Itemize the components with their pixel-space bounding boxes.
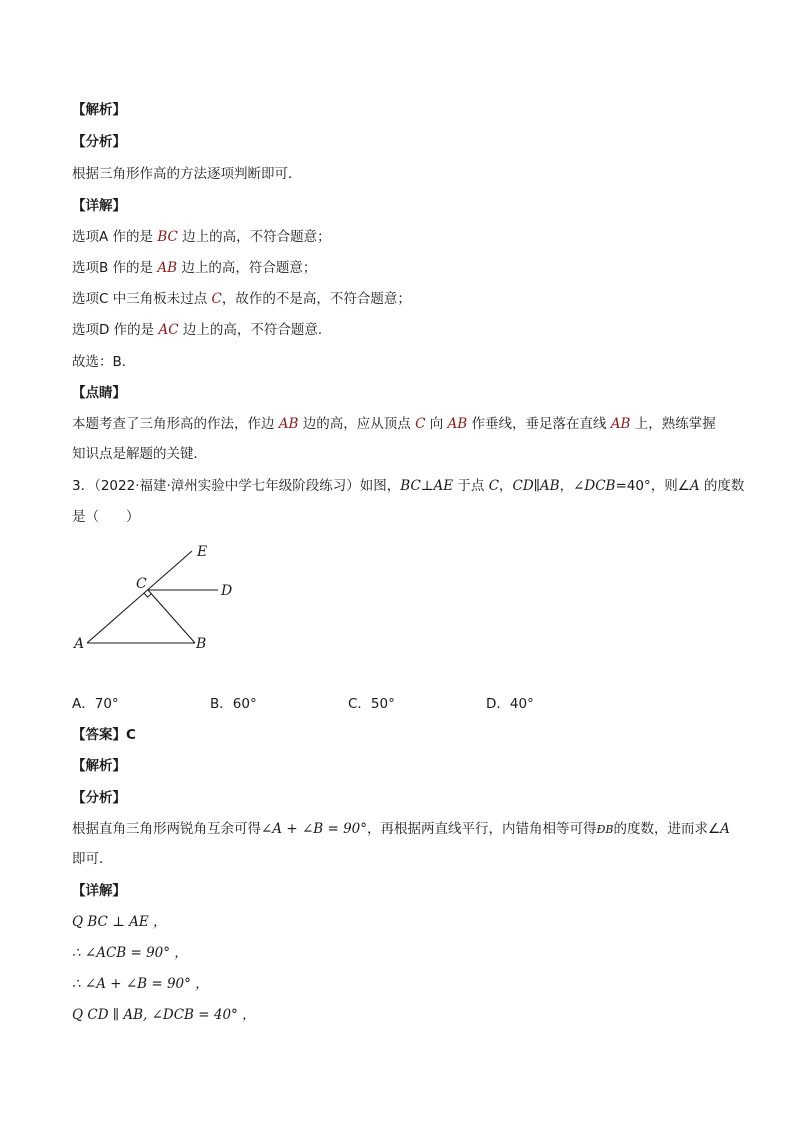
label-b: B xyxy=(196,636,207,652)
math-run: ÐB xyxy=(596,823,614,836)
math-run: AB xyxy=(610,416,631,432)
q2-option-b-explain xyxy=(72,259,316,277)
text-run: 作垂线，垂足落在直线 xyxy=(467,416,611,432)
q2-choice: 故选：B． xyxy=(72,354,136,370)
q3-stem-line1 xyxy=(72,477,744,495)
math-run: AB xyxy=(447,416,468,432)
q3-analysis-line1 xyxy=(72,820,730,839)
math-run: BC⊥AE xyxy=(400,478,454,494)
text-run: 3．（2022·福建·漳州实验中学七年级阶段练习）如图， xyxy=(72,478,401,494)
label-e: E xyxy=(197,544,208,560)
step-line: ∴ ∠ACB = 90° ， xyxy=(72,945,188,961)
math-run: C xyxy=(211,291,222,307)
option-a: A．70° xyxy=(72,696,119,712)
section-heading-xiangjie-2: 【详解】 xyxy=(72,883,126,899)
text-run: ， xyxy=(499,478,513,494)
text-run: =40°，则∠ xyxy=(615,478,690,494)
q2-analysis-text: 根据三角形作高的方法逐项判断即可． xyxy=(72,166,302,182)
step-line: Q CD ∥ AB, ∠DCB = 40° ， xyxy=(72,1007,256,1023)
step-line: Q BC ⊥ AE ， xyxy=(72,914,167,930)
right-angle-mark xyxy=(144,593,151,597)
math-run: ∠A + ∠B = 90° xyxy=(261,821,368,837)
text-run: 选项D 作的是 xyxy=(72,322,159,338)
math-run: A xyxy=(689,478,700,494)
text-run: 选项A 作的是 xyxy=(72,229,158,245)
section-heading-fenxi-2: 【分析】 xyxy=(72,790,126,806)
math-run: C xyxy=(415,416,426,432)
label-d: D xyxy=(221,583,233,599)
text-run: 的度数，进而求∠ xyxy=(613,821,721,837)
text-run: 于点 xyxy=(453,478,489,494)
text-run: 上，熟练掌握 xyxy=(630,416,716,432)
text-run: 边上的高，不符合题意； xyxy=(177,229,331,245)
math-run: C xyxy=(488,478,500,494)
q2-note-line1 xyxy=(72,415,716,433)
option-b: B．60° xyxy=(210,696,257,712)
text-run: 根据直角三角形两锐角互余可得 xyxy=(72,821,261,837)
text-run: 边的高，应从顶点 xyxy=(298,416,416,432)
section-heading-jiexi: 【解析】 xyxy=(72,102,126,118)
math-run: CD∥AB xyxy=(512,478,560,494)
line-cb xyxy=(148,590,195,643)
q3-geometry-figure xyxy=(60,535,260,660)
section-heading-dianjing: 【点睛】 xyxy=(72,385,126,401)
text-run: 选项C 中三角板未过点 xyxy=(72,291,212,307)
line-ae xyxy=(87,551,192,643)
section-heading-jiexi-2: 【解析】 xyxy=(72,758,126,774)
q2-option-a-explain xyxy=(72,228,331,246)
label-c: C xyxy=(136,576,147,592)
q2-option-d-explain xyxy=(72,321,331,339)
math-run: AB xyxy=(278,416,299,432)
option-c: C．50° xyxy=(348,696,395,712)
section-heading-fenxi: 【分析】 xyxy=(72,134,126,150)
step-line: ∴ ∠A + ∠B = 90° ， xyxy=(72,976,209,992)
option-d: D．40° xyxy=(486,696,534,712)
text-run: 边上的高，符合题意； xyxy=(177,260,317,276)
q2-option-c-explain xyxy=(72,290,411,308)
q3-analysis-line2: 即可． xyxy=(72,851,113,867)
section-heading-xiangjie: 【详解】 xyxy=(72,198,126,214)
math-run: A xyxy=(720,821,730,837)
answer-line: 【答案】C xyxy=(72,727,136,743)
math-run: ∠DCB xyxy=(573,478,616,494)
text-run: ，再根据两直线平行，内错角相等可得 xyxy=(367,821,597,837)
text-run: 本题考查了三角形高的作法，作边 xyxy=(72,416,279,432)
text-run: 向 xyxy=(425,416,448,432)
text-run: 的度数 xyxy=(699,478,745,494)
math-run: BC xyxy=(157,229,178,245)
math-run: AB xyxy=(157,260,178,276)
text-run: ，故作的不是高，不符合题意； xyxy=(221,291,411,307)
q2-note-line2: 知识点是解题的关键． xyxy=(72,446,207,462)
math-run: AC xyxy=(158,322,179,338)
text-run: 边上的高，不符合题意． xyxy=(178,322,332,338)
text-run: ， xyxy=(559,478,574,494)
text-run: 选项B 作的是 xyxy=(72,260,158,276)
label-a: A xyxy=(74,636,85,652)
q3-stem-line2: 是（ ） xyxy=(72,509,140,525)
